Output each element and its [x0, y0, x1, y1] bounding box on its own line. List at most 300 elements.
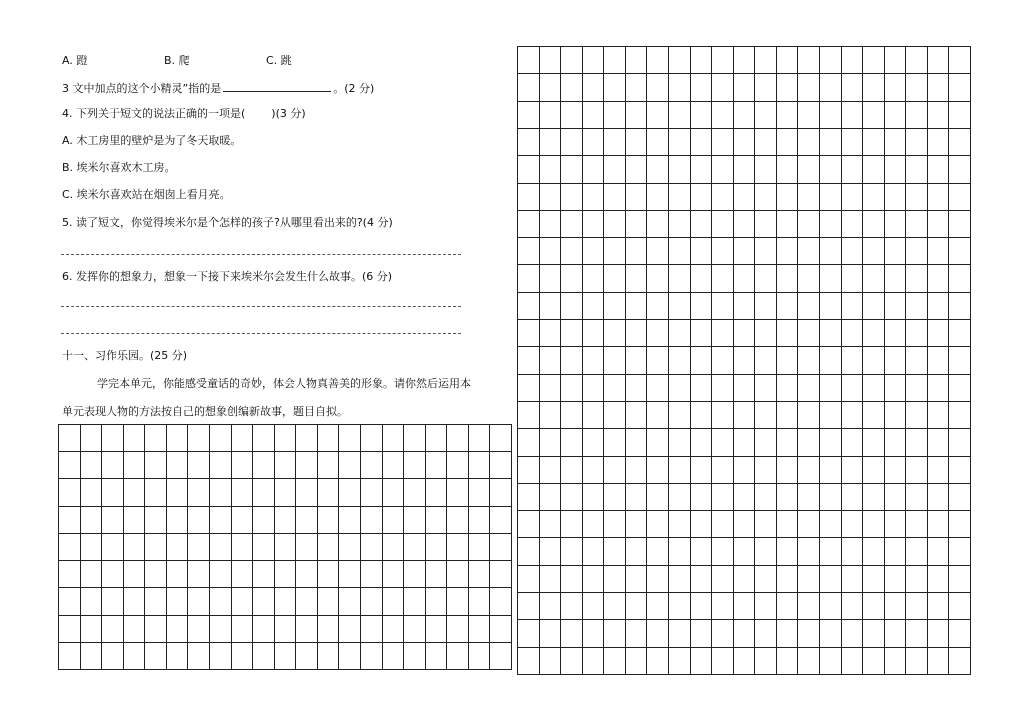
grid-cell[interactable]	[906, 102, 928, 129]
grid-cell[interactable]	[145, 479, 167, 506]
grid-cell[interactable]	[842, 74, 864, 101]
grid-cell[interactable]	[949, 566, 971, 593]
grid-cell[interactable]	[81, 643, 103, 670]
grid-cell[interactable]	[296, 425, 318, 452]
grid-cell[interactable]	[188, 561, 210, 588]
grid-cell[interactable]	[885, 648, 907, 675]
grid-cell[interactable]	[906, 620, 928, 647]
grid-cell[interactable]	[426, 588, 448, 615]
grid-cell[interactable]	[949, 102, 971, 129]
grid-cell[interactable]	[755, 648, 777, 675]
grid-cell[interactable]	[339, 425, 361, 452]
grid-cell[interactable]	[561, 74, 583, 101]
grid-cell[interactable]	[361, 588, 383, 615]
grid-cell[interactable]	[404, 479, 426, 506]
grid-cell[interactable]	[518, 102, 540, 129]
grid-cell[interactable]	[777, 457, 799, 484]
grid-cell[interactable]	[928, 293, 950, 320]
grid-cell[interactable]	[604, 648, 626, 675]
grid-cell[interactable]	[691, 402, 713, 429]
grid-cell[interactable]	[734, 320, 756, 347]
grid-cell[interactable]	[253, 588, 275, 615]
grid-cell[interactable]	[583, 347, 605, 374]
grid-cell[interactable]	[885, 457, 907, 484]
grid-cell[interactable]	[712, 566, 734, 593]
grid-cell[interactable]	[210, 561, 232, 588]
grid-cell[interactable]	[647, 593, 669, 620]
grid-cell[interactable]	[669, 566, 691, 593]
grid-cell[interactable]	[561, 211, 583, 238]
answer-line[interactable]	[61, 306, 461, 307]
grid-cell[interactable]	[798, 566, 820, 593]
grid-cell[interactable]	[949, 293, 971, 320]
grid-cell[interactable]	[669, 648, 691, 675]
grid-cell[interactable]	[669, 538, 691, 565]
grid-cell[interactable]	[691, 129, 713, 156]
grid-cell[interactable]	[755, 293, 777, 320]
grid-cell[interactable]	[712, 375, 734, 402]
grid-cell[interactable]	[885, 620, 907, 647]
grid-cell[interactable]	[318, 588, 340, 615]
grid-cell[interactable]	[669, 184, 691, 211]
grid-cell[interactable]	[928, 593, 950, 620]
grid-cell[interactable]	[798, 648, 820, 675]
grid-cell[interactable]	[102, 452, 124, 479]
grid-cell[interactable]	[145, 588, 167, 615]
grid-cell[interactable]	[232, 479, 254, 506]
grid-cell[interactable]	[885, 293, 907, 320]
grid-cell[interactable]	[885, 265, 907, 292]
grid-cell[interactable]	[583, 156, 605, 183]
grid-cell[interactable]	[339, 616, 361, 643]
grid-cell[interactable]	[490, 616, 512, 643]
grid-cell[interactable]	[798, 238, 820, 265]
grid-cell[interactable]	[469, 534, 491, 561]
grid-cell[interactable]	[906, 375, 928, 402]
grid-cell[interactable]	[755, 429, 777, 456]
grid-cell[interactable]	[798, 47, 820, 74]
grid-cell[interactable]	[583, 320, 605, 347]
grid-cell[interactable]	[949, 320, 971, 347]
grid-cell[interactable]	[755, 320, 777, 347]
grid-cell[interactable]	[691, 265, 713, 292]
grid-cell[interactable]	[626, 293, 648, 320]
grid-cell[interactable]	[626, 402, 648, 429]
grid-cell[interactable]	[540, 238, 562, 265]
grid-cell[interactable]	[167, 507, 189, 534]
grid-cell[interactable]	[583, 265, 605, 292]
grid-cell[interactable]	[469, 479, 491, 506]
grid-cell[interactable]	[755, 102, 777, 129]
grid-cell[interactable]	[604, 74, 626, 101]
grid-cell[interactable]	[318, 616, 340, 643]
grid-cell[interactable]	[383, 534, 405, 561]
grid-cell[interactable]	[842, 238, 864, 265]
grid-cell[interactable]	[561, 429, 583, 456]
grid-cell[interactable]	[842, 566, 864, 593]
grid-cell[interactable]	[691, 102, 713, 129]
grid-cell[interactable]	[928, 211, 950, 238]
grid-cell[interactable]	[253, 534, 275, 561]
grid-cell[interactable]	[949, 484, 971, 511]
grid-cell[interactable]	[798, 265, 820, 292]
grid-cell[interactable]	[949, 129, 971, 156]
grid-cell[interactable]	[734, 211, 756, 238]
grid-cell[interactable]	[232, 561, 254, 588]
grid-cell[interactable]	[863, 511, 885, 538]
grid-cell[interactable]	[820, 293, 842, 320]
grid-cell[interactable]	[863, 156, 885, 183]
grid-cell[interactable]	[863, 129, 885, 156]
grid-cell[interactable]	[906, 347, 928, 374]
grid-cell[interactable]	[885, 129, 907, 156]
grid-cell[interactable]	[540, 457, 562, 484]
grid-cell[interactable]	[102, 507, 124, 534]
grid-cell[interactable]	[949, 156, 971, 183]
grid-cell[interactable]	[583, 457, 605, 484]
grid-cell[interactable]	[669, 347, 691, 374]
grid-cell[interactable]	[691, 620, 713, 647]
grid-cell[interactable]	[59, 561, 81, 588]
grid-cell[interactable]	[583, 238, 605, 265]
grid-cell[interactable]	[949, 47, 971, 74]
grid-cell[interactable]	[647, 211, 669, 238]
grid-cell[interactable]	[798, 102, 820, 129]
grid-cell[interactable]	[691, 566, 713, 593]
grid-cell[interactable]	[906, 511, 928, 538]
grid-cell[interactable]	[755, 211, 777, 238]
grid-cell[interactable]	[906, 74, 928, 101]
grid-cell[interactable]	[561, 102, 583, 129]
grid-cell[interactable]	[712, 293, 734, 320]
grid-cell[interactable]	[540, 620, 562, 647]
grid-cell[interactable]	[253, 425, 275, 452]
grid-cell[interactable]	[296, 643, 318, 670]
grid-cell[interactable]	[669, 429, 691, 456]
grid-cell[interactable]	[296, 588, 318, 615]
grid-cell[interactable]	[949, 211, 971, 238]
grid-cell[interactable]	[145, 561, 167, 588]
grid-cell[interactable]	[188, 616, 210, 643]
grid-cell[interactable]	[798, 293, 820, 320]
grid-cell[interactable]	[885, 102, 907, 129]
grid-cell[interactable]	[469, 452, 491, 479]
grid-cell[interactable]	[755, 375, 777, 402]
grid-cell[interactable]	[712, 538, 734, 565]
grid-cell[interactable]	[626, 566, 648, 593]
grid-cell[interactable]	[518, 47, 540, 74]
grid-cell[interactable]	[540, 648, 562, 675]
grid-cell[interactable]	[842, 620, 864, 647]
grid-cell[interactable]	[798, 347, 820, 374]
grid-cell[interactable]	[102, 425, 124, 452]
grid-cell[interactable]	[669, 484, 691, 511]
grid-cell[interactable]	[540, 47, 562, 74]
grid-cell[interactable]	[275, 479, 297, 506]
grid-cell[interactable]	[885, 184, 907, 211]
grid-cell[interactable]	[210, 507, 232, 534]
grid-cell[interactable]	[275, 452, 297, 479]
grid-cell[interactable]	[669, 265, 691, 292]
grid-cell[interactable]	[906, 320, 928, 347]
grid-cell[interactable]	[928, 375, 950, 402]
grid-cell[interactable]	[949, 429, 971, 456]
grid-cell[interactable]	[361, 452, 383, 479]
grid-cell[interactable]	[949, 402, 971, 429]
grid-cell[interactable]	[318, 479, 340, 506]
grid-cell[interactable]	[404, 588, 426, 615]
grid-cell[interactable]	[296, 479, 318, 506]
grid-cell[interactable]	[604, 129, 626, 156]
grid-cell[interactable]	[669, 74, 691, 101]
grid-cell[interactable]	[885, 566, 907, 593]
grid-cell[interactable]	[798, 402, 820, 429]
grid-cell[interactable]	[583, 47, 605, 74]
grid-cell[interactable]	[712, 184, 734, 211]
grid-cell[interactable]	[863, 74, 885, 101]
grid-cell[interactable]	[124, 588, 146, 615]
grid-cell[interactable]	[339, 507, 361, 534]
grid-cell[interactable]	[253, 452, 275, 479]
grid-cell[interactable]	[124, 643, 146, 670]
grid-cell[interactable]	[145, 507, 167, 534]
grid-cell[interactable]	[404, 534, 426, 561]
grid-cell[interactable]	[426, 561, 448, 588]
grid-cell[interactable]	[275, 616, 297, 643]
grid-cell[interactable]	[906, 593, 928, 620]
grid-cell[interactable]	[253, 643, 275, 670]
grid-cell[interactable]	[626, 74, 648, 101]
grid-cell[interactable]	[712, 238, 734, 265]
grid-cell[interactable]	[188, 643, 210, 670]
grid-cell[interactable]	[949, 238, 971, 265]
grid-cell[interactable]	[928, 47, 950, 74]
grid-cell[interactable]	[820, 620, 842, 647]
grid-cell[interactable]	[540, 320, 562, 347]
grid-cell[interactable]	[647, 402, 669, 429]
grid-cell[interactable]	[540, 102, 562, 129]
grid-cell[interactable]	[734, 184, 756, 211]
grid-cell[interactable]	[734, 484, 756, 511]
grid-cell[interactable]	[490, 425, 512, 452]
grid-cell[interactable]	[339, 643, 361, 670]
grid-cell[interactable]	[669, 593, 691, 620]
grid-cell[interactable]	[863, 47, 885, 74]
grid-cell[interactable]	[540, 293, 562, 320]
grid-cell[interactable]	[928, 648, 950, 675]
grid-cell[interactable]	[518, 74, 540, 101]
grid-cell[interactable]	[275, 561, 297, 588]
grid-cell[interactable]	[518, 293, 540, 320]
grid-cell[interactable]	[469, 561, 491, 588]
composition-grid-right[interactable]	[517, 46, 971, 675]
grid-cell[interactable]	[210, 479, 232, 506]
grid-cell[interactable]	[820, 429, 842, 456]
grid-cell[interactable]	[518, 538, 540, 565]
grid-cell[interactable]	[561, 129, 583, 156]
grid-cell[interactable]	[691, 538, 713, 565]
grid-cell[interactable]	[469, 507, 491, 534]
grid-cell[interactable]	[777, 375, 799, 402]
grid-cell[interactable]	[842, 211, 864, 238]
grid-cell[interactable]	[583, 511, 605, 538]
option-c[interactable]: C. 埃米尔喜欢站在烟囱上看月亮。	[62, 188, 231, 201]
grid-cell[interactable]	[232, 425, 254, 452]
grid-cell[interactable]	[755, 156, 777, 183]
grid-cell[interactable]	[928, 566, 950, 593]
grid-cell[interactable]	[604, 484, 626, 511]
grid-cell[interactable]	[906, 538, 928, 565]
grid-cell[interactable]	[626, 429, 648, 456]
grid-cell[interactable]	[734, 566, 756, 593]
grid-cell[interactable]	[734, 293, 756, 320]
grid-cell[interactable]	[59, 507, 81, 534]
grid-cell[interactable]	[820, 593, 842, 620]
grid-cell[interactable]	[691, 184, 713, 211]
grid-cell[interactable]	[583, 293, 605, 320]
grid-cell[interactable]	[490, 588, 512, 615]
grid-cell[interactable]	[647, 484, 669, 511]
grid-cell[interactable]	[669, 457, 691, 484]
grid-cell[interactable]	[124, 479, 146, 506]
grid-cell[interactable]	[777, 184, 799, 211]
grid-cell[interactable]	[691, 593, 713, 620]
grid-cell[interactable]	[469, 588, 491, 615]
grid-cell[interactable]	[275, 507, 297, 534]
grid-cell[interactable]	[712, 156, 734, 183]
grid-cell[interactable]	[777, 484, 799, 511]
grid-cell[interactable]	[885, 156, 907, 183]
grid-cell[interactable]	[949, 648, 971, 675]
grid-cell[interactable]	[583, 129, 605, 156]
grid-cell[interactable]	[583, 211, 605, 238]
grid-cell[interactable]	[863, 238, 885, 265]
choice-a[interactable]: A. 蹬	[62, 54, 88, 67]
grid-cell[interactable]	[124, 561, 146, 588]
grid-cell[interactable]	[755, 265, 777, 292]
grid-cell[interactable]	[426, 534, 448, 561]
grid-cell[interactable]	[626, 320, 648, 347]
grid-cell[interactable]	[518, 129, 540, 156]
option-a[interactable]: A. 木工房里的壁炉是为了冬天取暖。	[62, 134, 242, 147]
grid-cell[interactable]	[318, 534, 340, 561]
grid-cell[interactable]	[863, 375, 885, 402]
grid-cell[interactable]	[669, 511, 691, 538]
grid-cell[interactable]	[626, 47, 648, 74]
grid-cell[interactable]	[383, 616, 405, 643]
grid-cell[interactable]	[188, 507, 210, 534]
grid-cell[interactable]	[540, 375, 562, 402]
grid-cell[interactable]	[647, 102, 669, 129]
grid-cell[interactable]	[820, 47, 842, 74]
grid-cell[interactable]	[540, 265, 562, 292]
grid-cell[interactable]	[604, 156, 626, 183]
grid-cell[interactable]	[145, 452, 167, 479]
grid-cell[interactable]	[734, 47, 756, 74]
grid-cell[interactable]	[669, 375, 691, 402]
grid-cell[interactable]	[383, 561, 405, 588]
grid-cell[interactable]	[820, 511, 842, 538]
grid-cell[interactable]	[928, 620, 950, 647]
grid-cell[interactable]	[820, 402, 842, 429]
grid-cell[interactable]	[691, 457, 713, 484]
grid-cell[interactable]	[863, 457, 885, 484]
grid-cell[interactable]	[540, 511, 562, 538]
grid-cell[interactable]	[820, 129, 842, 156]
grid-cell[interactable]	[339, 452, 361, 479]
grid-cell[interactable]	[647, 620, 669, 647]
grid-cell[interactable]	[59, 425, 81, 452]
grid-cell[interactable]	[561, 320, 583, 347]
grid-cell[interactable]	[275, 534, 297, 561]
grid-cell[interactable]	[626, 620, 648, 647]
grid-cell[interactable]	[777, 593, 799, 620]
grid-cell[interactable]	[59, 479, 81, 506]
grid-cell[interactable]	[102, 561, 124, 588]
grid-cell[interactable]	[81, 534, 103, 561]
grid-cell[interactable]	[842, 129, 864, 156]
grid-cell[interactable]	[777, 320, 799, 347]
grid-cell[interactable]	[863, 538, 885, 565]
grid-cell[interactable]	[712, 211, 734, 238]
grid-cell[interactable]	[712, 484, 734, 511]
grid-cell[interactable]	[712, 648, 734, 675]
grid-cell[interactable]	[561, 293, 583, 320]
grid-cell[interactable]	[863, 593, 885, 620]
grid-cell[interactable]	[712, 429, 734, 456]
grid-cell[interactable]	[647, 156, 669, 183]
grid-cell[interactable]	[561, 375, 583, 402]
grid-cell[interactable]	[59, 452, 81, 479]
grid-cell[interactable]	[820, 74, 842, 101]
grid-cell[interactable]	[949, 457, 971, 484]
grid-cell[interactable]	[712, 620, 734, 647]
grid-cell[interactable]	[604, 293, 626, 320]
grid-cell[interactable]	[604, 238, 626, 265]
grid-cell[interactable]	[906, 566, 928, 593]
grid-cell[interactable]	[863, 620, 885, 647]
grid-cell[interactable]	[518, 238, 540, 265]
grid-cell[interactable]	[777, 511, 799, 538]
grid-cell[interactable]	[712, 265, 734, 292]
grid-cell[interactable]	[885, 347, 907, 374]
grid-cell[interactable]	[885, 593, 907, 620]
grid-cell[interactable]	[626, 538, 648, 565]
grid-cell[interactable]	[777, 620, 799, 647]
grid-cell[interactable]	[124, 616, 146, 643]
grid-cell[interactable]	[647, 320, 669, 347]
grid-cell[interactable]	[145, 425, 167, 452]
grid-cell[interactable]	[863, 211, 885, 238]
grid-cell[interactable]	[842, 538, 864, 565]
grid-cell[interactable]	[820, 648, 842, 675]
grid-cell[interactable]	[928, 74, 950, 101]
grid-cell[interactable]	[404, 425, 426, 452]
grid-cell[interactable]	[734, 156, 756, 183]
grid-cell[interactable]	[561, 457, 583, 484]
grid-cell[interactable]	[820, 265, 842, 292]
grid-cell[interactable]	[712, 129, 734, 156]
grid-cell[interactable]	[604, 620, 626, 647]
grid-cell[interactable]	[426, 643, 448, 670]
grid-cell[interactable]	[777, 265, 799, 292]
grid-cell[interactable]	[540, 347, 562, 374]
option-b[interactable]: B. 埃米尔喜欢木工房。	[62, 161, 176, 174]
grid-cell[interactable]	[210, 534, 232, 561]
grid-cell[interactable]	[647, 293, 669, 320]
grid-cell[interactable]	[626, 593, 648, 620]
grid-cell[interactable]	[777, 156, 799, 183]
